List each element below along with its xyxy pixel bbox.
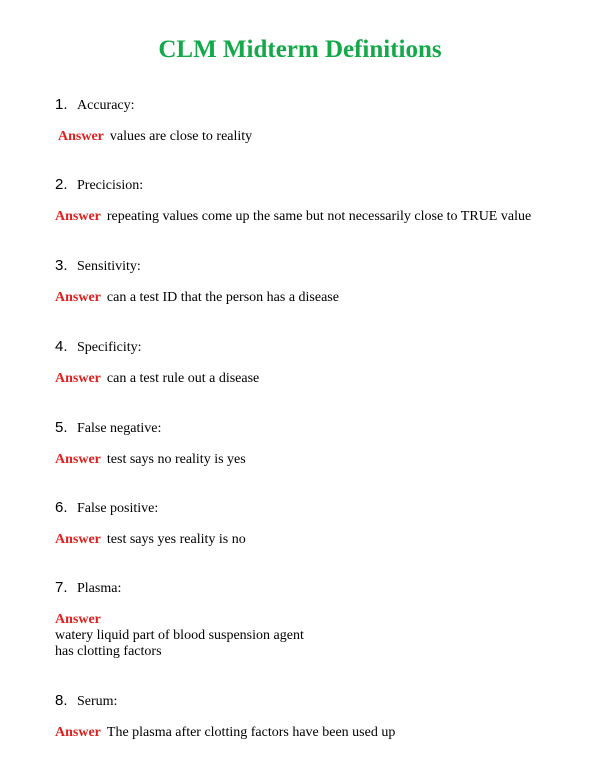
question-row	[55, 256, 141, 276]
answer-text: test says yes reality is no	[106, 532, 246, 547]
question-number: 4.	[55, 338, 68, 355]
question-number: 1.	[55, 96, 68, 113]
question-term: Specificity:	[77, 340, 142, 355]
answer-row	[55, 371, 259, 387]
question-term: Precicision:	[77, 178, 144, 193]
answer-label: Answer	[55, 290, 101, 305]
question-number: 8.	[55, 692, 68, 709]
question-number: 6.	[55, 499, 68, 516]
answer-row	[55, 290, 339, 306]
question-number: 5.	[55, 419, 68, 436]
answer-text: can a test ID that the person has a disease	[106, 290, 339, 305]
answer-row	[55, 209, 531, 225]
answer-text: can a test rule out a disease	[106, 371, 260, 386]
question-term: False positive:	[77, 501, 159, 516]
question-row	[55, 175, 143, 195]
answer-label: Answer	[55, 612, 101, 627]
answer-row	[58, 129, 252, 145]
question-row	[55, 418, 161, 438]
answer-row	[55, 725, 395, 741]
question-number: 2.	[55, 176, 68, 193]
question-row	[55, 691, 117, 711]
answer-row	[55, 452, 246, 468]
question-term: False negative:	[77, 421, 162, 436]
question-term: Plasma:	[77, 581, 122, 596]
answer-label: Answer	[55, 371, 101, 386]
question-number: 3.	[55, 257, 68, 274]
answer-text-line: watery liquid part of blood suspension agent	[55, 628, 304, 643]
question-row	[55, 578, 121, 598]
question-term: Serum:	[77, 694, 118, 709]
answer-row	[55, 612, 304, 660]
answer-row	[55, 532, 246, 548]
answer-label: Answer	[55, 532, 101, 547]
answer-text: The plasma after clotting factors have been used up	[106, 725, 396, 740]
question-row	[55, 498, 158, 518]
page-title: CLM Midterm Definitions	[158, 36, 442, 63]
question-term: Accuracy:	[77, 98, 135, 113]
answer-text-line: has clotting factors	[55, 644, 162, 659]
answer-text: test says no reality is yes	[106, 452, 246, 467]
answer-text: values are close to reality	[109, 129, 253, 144]
question-row	[55, 337, 142, 357]
question-number: 7.	[55, 579, 68, 596]
question-row	[55, 95, 135, 115]
answer-label: Answer	[58, 129, 104, 144]
answer-label: Answer	[55, 209, 101, 224]
answer-label: Answer	[55, 725, 101, 740]
answer-text: repeating values come up the same but not necessarily close to TRUE value	[106, 209, 532, 224]
answer-label: Answer	[55, 452, 101, 467]
question-term: Sensitivity:	[77, 259, 141, 274]
